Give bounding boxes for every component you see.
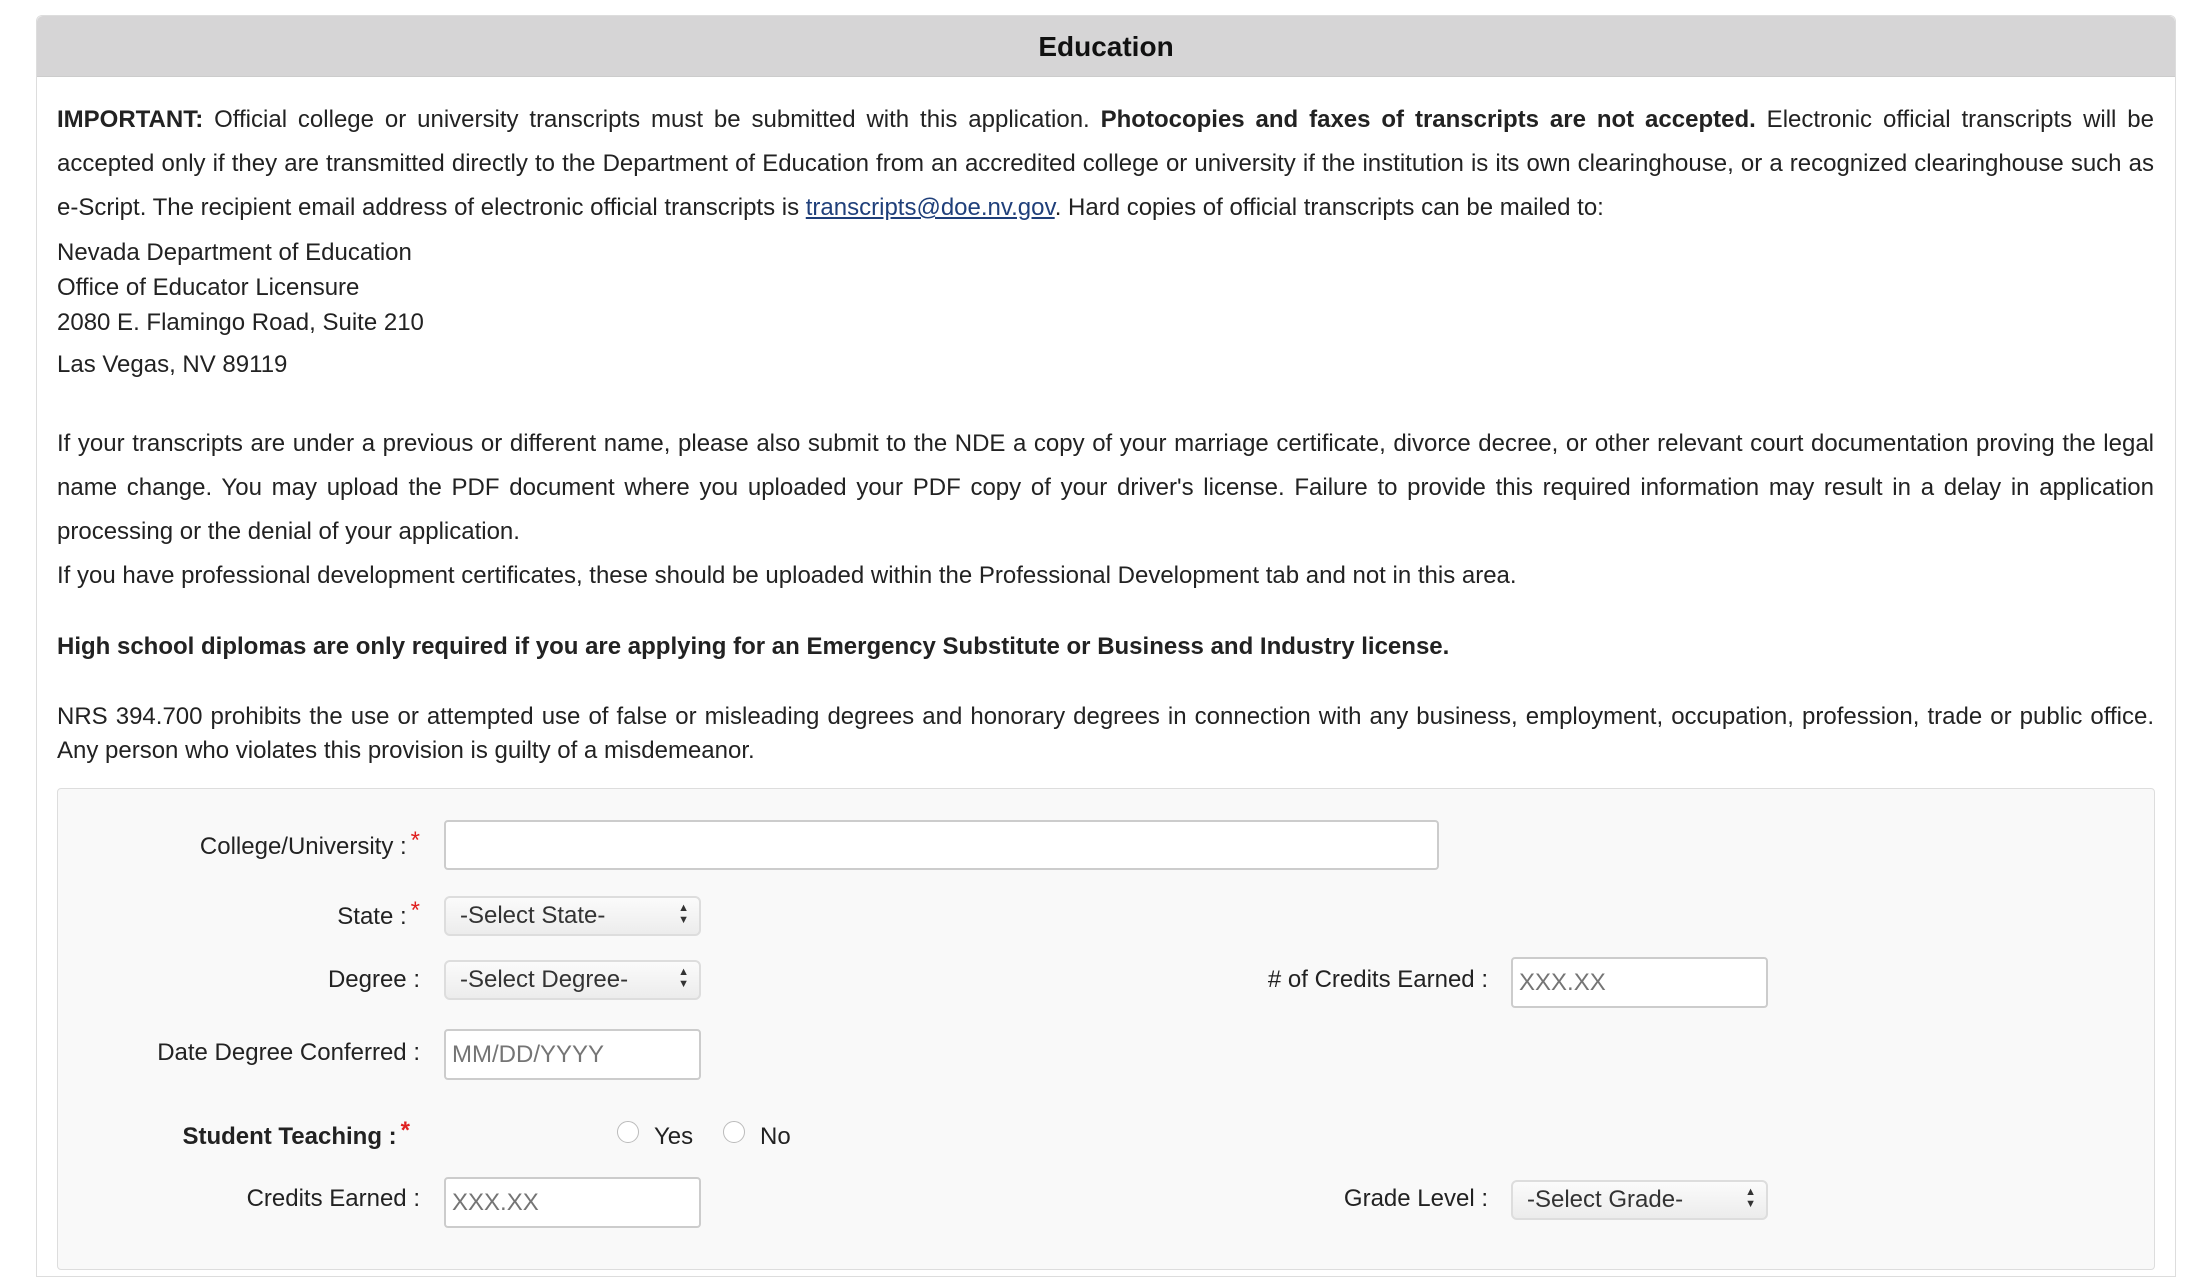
credits-earned-label: # of Credits Earned : (1267, 966, 1488, 993)
label-text: College/University : (199, 833, 407, 860)
grade-level-select[interactable] (1511, 1180, 1768, 1220)
address-line: Office of Educator Licensure (57, 274, 360, 301)
student-teaching-yes-radio[interactable] (617, 1121, 639, 1143)
college-label (199, 827, 420, 861)
pd-note: If you have professional development certificates, these should be uploaded within the Professional Development tab and not in this area. (57, 562, 1517, 589)
required-mark: * (410, 827, 420, 854)
st-credits-label: Credits Earned : (246, 1185, 420, 1212)
label-text: State : (337, 903, 407, 930)
required-mark: * (400, 1117, 410, 1144)
select-arrows-icon: ▲ ▼ (1745, 1186, 1756, 1210)
no-photocopies-note: Photocopies and faxes of transcripts are not accepted. (1100, 106, 1756, 133)
label-text: Student Teaching : (182, 1123, 397, 1150)
state-label (337, 897, 420, 931)
high-school-note: High school diplomas are only required if you are applying for an Emergency Substitute or Business and Industry license. (57, 633, 1450, 660)
name-change-paragraph: If your transcripts are under a previous or different name, please also submit to the NDE a copy of your marriage certificate, divorce decree, or other relevant court documentation proving the legal name change. You may upload the PDF document where you uploaded your PDF copy of your driver's license. Failure to provide this required information may result in a delay in application processing or the denial of your application. (57, 430, 2154, 545)
no-label[interactable]: No (760, 1123, 791, 1150)
grade-level-label: Grade Level : (1343, 1185, 1488, 1212)
date-conferred-label: Date Degree Conferred : (157, 1039, 420, 1066)
intro-text: . Hard copies of official transcripts can be mailed to: (1054, 194, 1604, 221)
address-line: 2080 E. Flamingo Road, Suite 210 (57, 309, 424, 336)
student-teaching-no-radio[interactable] (723, 1121, 745, 1143)
select-arrows-icon: ▲ ▼ (678, 966, 689, 990)
credits-earned-input[interactable] (1511, 957, 1768, 1008)
nrs-note: NRS 394.700 prohibits the use or attempted use of false or misleading degrees and honorary degrees in connection with any business, employment, occupation, profession, trade or public office. Any person who violates this provision is guilty of a misdemeanor. (57, 703, 2154, 764)
date-conferred-input[interactable] (444, 1029, 701, 1080)
intro-text: Official college or university transcripts must be submitted with this application. (203, 106, 1101, 133)
state-select[interactable] (444, 896, 701, 936)
mailing-address (57, 235, 2154, 382)
intro-text: Electronic official transcripts will be accepted only if they are transmitted directly to the Department of Education from an accredited college or university if the institution is its own clearinghouse, or a recognized clearinghouse such as e-Script. The recipient email address of electronic official transcripts is (57, 106, 2154, 221)
important-paragraph (57, 98, 2154, 230)
st-credits-input[interactable] (444, 1177, 701, 1228)
college-university-input[interactable] (444, 820, 1439, 870)
important-label: IMPORTANT: (57, 106, 204, 133)
degree-label: Degree : (327, 966, 420, 993)
student-teaching-label (182, 1117, 410, 1151)
required-mark: * (410, 897, 420, 924)
select-arrows-icon: ▲ ▼ (678, 902, 689, 926)
degree-select-value: -Select Degree- (460, 966, 629, 993)
yes-label[interactable]: Yes (654, 1123, 694, 1150)
grade-select-value: -Select Grade- (1527, 1186, 1684, 1213)
state-select-value: -Select State- (460, 902, 606, 929)
address-line: Nevada Department of Education (57, 239, 412, 266)
transcripts-email-link[interactable]: transcripts@doe.nv.gov (805, 194, 1055, 221)
section-title: Education (37, 16, 2175, 77)
address-line: Las Vegas, NV 89119 (57, 351, 288, 378)
degree-select[interactable] (444, 960, 701, 1000)
